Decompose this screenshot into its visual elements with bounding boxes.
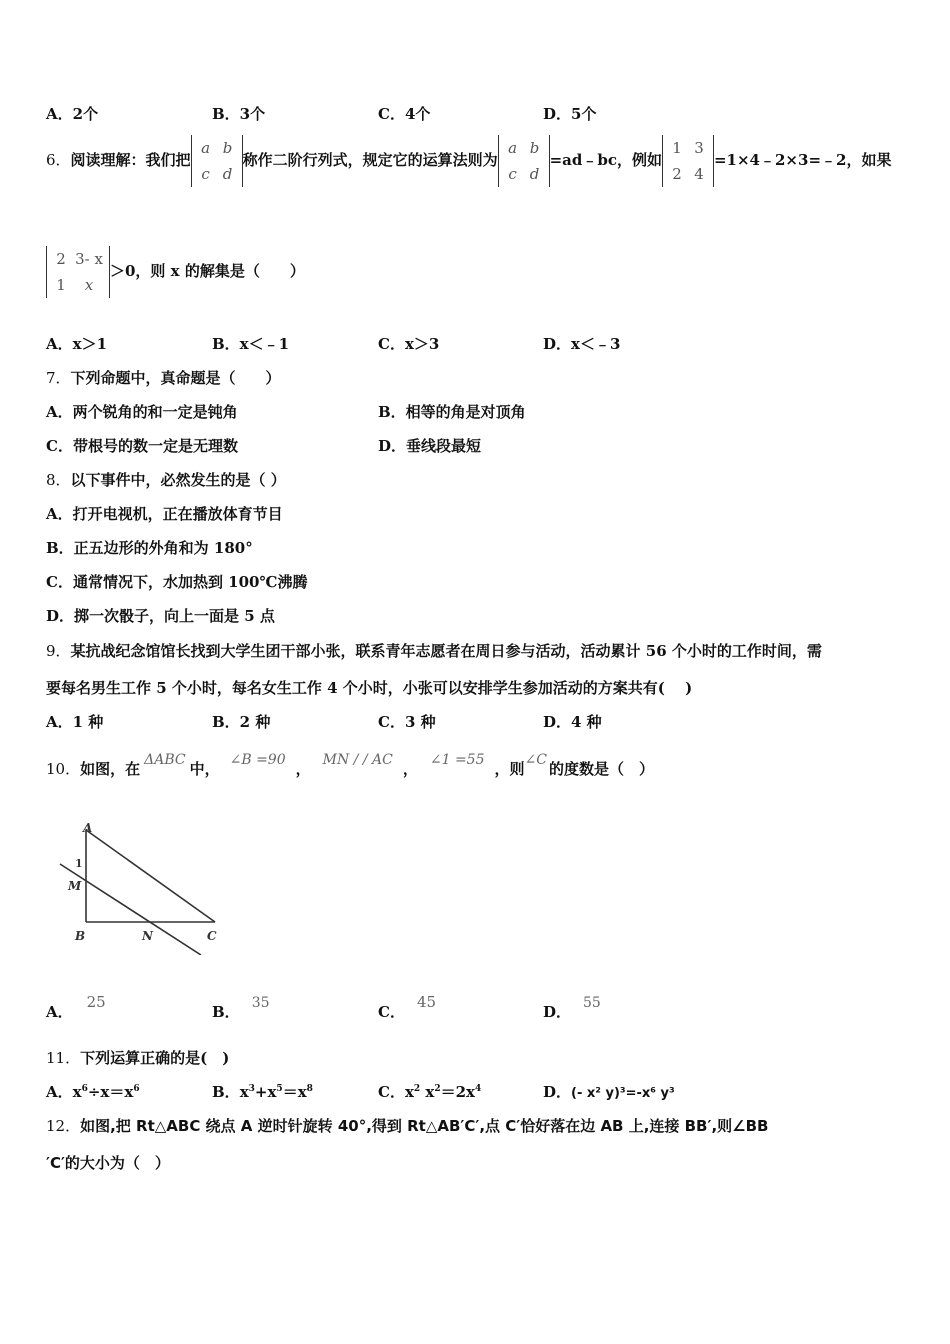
q5-option-d: D．5个 (543, 105, 597, 123)
q11-option-c: C．$x^2$ $x^2=2x^4$ (378, 1083, 482, 1101)
q9-stem-line2: 要每名男生工作 5 个小时，每名女生工作 4 个小时，小张可以安排学生参加活动的方案共有( ) (46, 679, 693, 697)
q10-stem (46, 752, 654, 779)
q10-option-d-value: 55 (583, 995, 601, 1011)
q11-number: 11． (46, 1049, 81, 1067)
q6-determinant-example: 1 3 2 4 (662, 135, 714, 187)
q10-number: 10． (46, 760, 81, 778)
q7-option-b: B．相等的角是对顶角 (378, 403, 526, 421)
q10-math-angle-c: ∠C (524, 752, 547, 768)
q10-option-b: B． 35 (212, 995, 270, 1021)
label-a: A (83, 821, 93, 835)
q10-triangle-figure (55, 820, 230, 955)
q5-option-b: B．3个 (212, 105, 266, 123)
label-m: M (68, 879, 82, 893)
q6-option-d: D．x＜﹣3 (543, 335, 621, 353)
q6-text-4: =1×4﹣2×3=﹣2，如果 (713, 151, 892, 169)
q10-math-angle-1: ∠1 =55 (429, 752, 485, 768)
q10-option-a-value: 25 (86, 993, 106, 1011)
q7-option-d: D．垂线段最短 (378, 437, 482, 455)
q8-option-c: C．通常情况下，水加热到 100℃沸腾 (46, 573, 308, 591)
q7-option-c: C．带根号的数一定是无理数 (46, 437, 238, 455)
q6-option-c: C．x＞3 (378, 335, 440, 353)
q10-text-2: 中， (189, 760, 220, 778)
q10-text-5: ，则 (494, 760, 525, 778)
q6-option-a: A．x＞1 (46, 335, 108, 353)
q9-option-b: B．2 种 (212, 713, 271, 731)
side-ac (86, 830, 215, 922)
q6-number: 6． (46, 151, 71, 169)
q12-stem-line1 (46, 1115, 768, 1136)
q8-stem (46, 469, 286, 490)
label-n: N (142, 929, 153, 943)
q11-option-b: B．$x^3+x^5=x^8$ (212, 1083, 313, 1101)
q9-option-d: D．4 种 (543, 713, 602, 731)
q10-math-triangle: ΔABC (144, 752, 186, 768)
q9-stem-line1 (46, 640, 822, 661)
q5-option-a: A．2个 (46, 105, 99, 123)
q10-text-4: ， (402, 760, 418, 778)
q10-option-c: C．45 (378, 993, 437, 1021)
q12-number: 12． (46, 1117, 81, 1135)
label-c: C (207, 929, 217, 943)
q8-option-a: A．打开电视机，正在播放体育节目 (46, 505, 283, 523)
q6-determinant-inequality: 2 3- x 1 x (46, 246, 110, 298)
q6-text-2: 称作二阶行列式，规定它的运算法则为 (242, 151, 498, 169)
q9-text-line1: 某抗战纪念馆馆长找到大学生团干部小张，联系青年志愿者在周日参与活动，活动累计 56 个小时的工作时间，需 (70, 642, 822, 660)
q9-number: 9． (46, 642, 71, 660)
q6-text-1: 阅读理解：我们把 (70, 151, 191, 169)
q6-determinant-abcd-1: a b c d (191, 135, 243, 187)
q10-math-parallel: MN / / AC (322, 752, 393, 768)
q8-text: 以下事件中，必然发生的是（ ） (70, 471, 286, 489)
q10-option-d: D． 55 (543, 995, 601, 1021)
q11-text: 下列运算正确的是( ) (80, 1049, 230, 1067)
label-b: B (75, 929, 86, 943)
q7-stem (46, 367, 281, 388)
q7-text: 下列命题中，真命题是（ ） (70, 369, 281, 387)
q12-stem-line2: ′C′的大小为（ ） (46, 1154, 170, 1172)
q12-text-line1: 如图,把 Rt△ABC 绕点 A 逆时针旋转 40°,得到 Rt△AB′C′,点 C′恰好落在边 AB 上,连接 BB′,则∠BB (80, 1117, 769, 1135)
q11-option-a: A．$x^6\div x=x^6$ (46, 1083, 140, 1101)
q9-option-c: C．3 种 (378, 713, 436, 731)
q8-option-d: D．掷一次骰子，向上一面是 5 点 (46, 607, 275, 625)
q10-text-1: 如图，在 (80, 760, 141, 778)
q7-option-a: A．两个锐角的和一定是钝角 (46, 403, 238, 421)
q7-number: 7． (46, 369, 71, 387)
q8-option-b: B．正五边形的外角和为 180° (46, 539, 253, 557)
q10-math-angle-b: ∠B =90 (229, 752, 286, 768)
q5-option-c: C．4个 (378, 105, 431, 123)
q6-line2 (46, 246, 305, 298)
q6-text-3: =ad﹣bc，例如 (549, 151, 662, 169)
label-1: 1 (75, 857, 83, 870)
q11-option-d: D．(- x² y)³=-x⁶ y³ (543, 1083, 675, 1101)
q9-option-a: A．1 种 (46, 713, 104, 731)
q6-determinant-abcd-2: a b c d (498, 135, 550, 187)
q6-option-b: B．x＜﹣1 (212, 335, 290, 353)
q6-text-5: ＞0，则 x 的解集是（ ） (110, 262, 305, 280)
q10-text-6: 的度数是（ ） (548, 760, 654, 778)
q8-number: 8． (46, 471, 71, 489)
q10-text-3: ， (295, 760, 311, 778)
q10-option-b-value: 35 (251, 995, 270, 1011)
q10-option-c-value: 45 (416, 993, 437, 1011)
q11-stem (46, 1047, 229, 1068)
q10-option-a: A．25 (46, 993, 106, 1021)
q6-line1 (46, 135, 891, 187)
